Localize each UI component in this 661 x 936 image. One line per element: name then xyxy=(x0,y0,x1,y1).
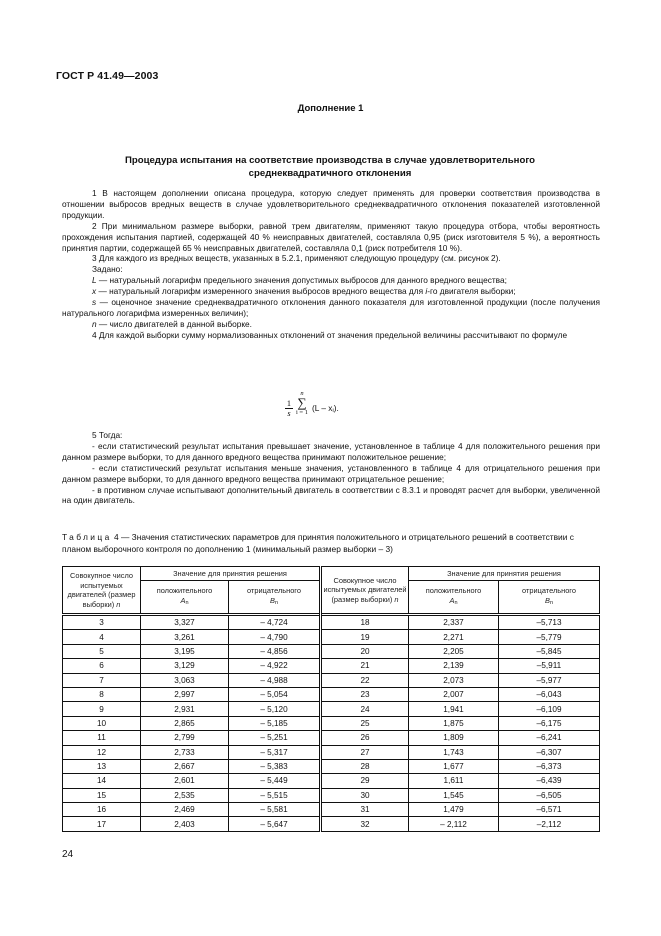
table-cell: – 2,112 xyxy=(409,817,499,831)
table-row xyxy=(63,774,600,788)
table-caption-text: — Значения статистических параметров для принятия положительного и отрицательного решений в соответствии с планом выборочного контроля по дополнению 1 (минимальный размер выборки – 3) xyxy=(62,532,574,554)
table-caption xyxy=(62,532,602,555)
table-cell: – 4,922 xyxy=(229,659,321,673)
table-cell: 30 xyxy=(321,788,409,802)
page-number: 24 xyxy=(62,849,74,860)
section-title-line-2: среднеквадратичного отклонения xyxy=(248,168,412,179)
table-body xyxy=(63,615,600,832)
table-cell: 3,129 xyxy=(141,659,229,673)
table-cell: 15 xyxy=(63,788,141,802)
table-cell: – 5,449 xyxy=(229,774,321,788)
table-cell: 22 xyxy=(321,673,409,687)
table-cell: 12 xyxy=(63,745,141,759)
paragraph-2: 2 При минимальном размере выборки, равной трем двигателям, применяют такую процедура отбора, чтобы вероятность прохождения испытания партией, содержащей 40 % неисправных двигателей, составляла 0,95 (риск изготовителя 5 %), а вероятность принятия партии, содержащей 65 % неисправных двигателей, составляла 0,1 (риск потребителя 10 %). xyxy=(62,220,600,253)
table-cell: 1,479 xyxy=(409,803,499,817)
table-cell: 2,931 xyxy=(141,702,229,716)
table-row xyxy=(63,644,600,658)
header-positive-symbol: A xyxy=(180,595,186,605)
table-cell: 25 xyxy=(321,716,409,730)
table-cell: 3 xyxy=(63,615,141,630)
table-row xyxy=(63,803,600,817)
table-cell: 8 xyxy=(63,687,141,701)
table-row xyxy=(63,702,600,716)
paragraph-4: 4 Для каждой выборки сумму нормализованных отклонений от значения предельной величины рассчитывают по формуле xyxy=(92,329,568,340)
header-positive-text: положительного xyxy=(156,586,213,595)
section-title xyxy=(62,154,598,180)
section-title-line-1: Процедура испытания на соответствие производства в случае удовлетворительного xyxy=(124,155,536,166)
symbol-i: i xyxy=(425,286,428,297)
table-cell: 26 xyxy=(321,731,409,745)
symbol-n: n xyxy=(92,318,97,329)
header-positive-2-subscript: n xyxy=(454,599,458,606)
table-cell: 4 xyxy=(63,630,141,644)
header-sample-size-2-text: Совокупное число испытуемых двигателей (размер выборки) xyxy=(323,575,407,604)
document-code: ГОСТ Р 41.49—2003 xyxy=(56,70,159,82)
table-cell: 2,997 xyxy=(141,687,229,701)
symbol-L: L xyxy=(92,275,97,286)
table-row xyxy=(63,716,600,730)
definition-n-text: — число двигателей в данной выборке. xyxy=(96,318,252,329)
table-cell: 24 xyxy=(321,702,409,716)
table-cell: –5,911 xyxy=(499,659,600,673)
header-decision-group: Значение для принятия решения xyxy=(141,567,321,581)
table-cell: –6,307 xyxy=(499,745,600,759)
table-cell: – 4,790 xyxy=(229,630,321,644)
table-cell: 6 xyxy=(63,659,141,673)
definition-s xyxy=(62,297,600,319)
table-cell: – 5,647 xyxy=(229,817,321,831)
table-4 xyxy=(62,566,600,832)
table-cell: 1,545 xyxy=(409,788,499,802)
header-negative-2-symbol: B xyxy=(545,595,550,605)
table-cell: – 5,054 xyxy=(229,687,321,701)
table-cell: 3,195 xyxy=(141,644,229,658)
table-cell: 27 xyxy=(321,745,409,759)
paragraph-5: 5 Тогда: xyxy=(92,430,123,440)
rule-negative: - если статистический результат испытания меньше значения, установленного в таблице 4 для отрицательного решения при данном размере выборки, то для данного вредного вещества принимают отрицательное решение; xyxy=(62,462,600,484)
table-cell: 2,073 xyxy=(409,673,499,687)
table-row xyxy=(63,745,600,759)
table-row xyxy=(63,788,600,802)
table-cell: 1,743 xyxy=(409,745,499,759)
table-cell: –6,109 xyxy=(499,702,600,716)
table-cell: 1,809 xyxy=(409,731,499,745)
table-cell: –6,043 xyxy=(499,687,600,701)
sum-lower-limit: i = 1 xyxy=(296,409,308,416)
table-cell: 19 xyxy=(321,630,409,644)
definition-x-text-b: -го двигателя выборки; xyxy=(427,286,516,297)
table-cell: 16 xyxy=(63,803,141,817)
table-cell: 2,667 xyxy=(141,759,229,773)
table-caption-label: Таблица xyxy=(62,532,112,542)
header-positive-2 xyxy=(409,581,499,615)
table-row xyxy=(63,759,600,773)
summation-formula xyxy=(0,390,661,426)
table-cell: 2,271 xyxy=(409,630,499,644)
expr-open: (L – x xyxy=(312,403,333,413)
body-text xyxy=(62,188,600,341)
table-cell: 29 xyxy=(321,774,409,788)
definition-L-text: — натуральный логарифм предельного значения допустимых выбросов для данного вредного вещества; xyxy=(96,275,507,286)
fraction-numerator: 1 xyxy=(286,399,292,408)
table-cell: 5 xyxy=(63,644,141,658)
header-positive-subscript: n xyxy=(185,599,189,606)
table-row xyxy=(63,630,600,644)
table-cell: 2,205 xyxy=(409,644,499,658)
table-cell: 2,139 xyxy=(409,659,499,673)
expr-close: ). xyxy=(333,403,339,413)
table-cell: – 5,317 xyxy=(229,745,321,759)
table-cell: 28 xyxy=(321,759,409,773)
sum-symbol: ∑ xyxy=(297,395,307,410)
header-positive-2-symbol: A xyxy=(449,595,455,605)
table-cell: 2,337 xyxy=(409,615,499,630)
table-cell: 3,261 xyxy=(141,630,229,644)
header-sample-size-symbol: n xyxy=(116,599,121,609)
table-cell: –5,713 xyxy=(499,615,600,630)
header-negative-2 xyxy=(499,581,600,615)
table-cell: 11 xyxy=(63,731,141,745)
table-cell: 1,677 xyxy=(409,759,499,773)
table-cell: 2,007 xyxy=(409,687,499,701)
table-cell: 17 xyxy=(63,817,141,831)
header-negative-2-subscript: n xyxy=(549,599,553,606)
sigma-icon xyxy=(295,390,309,416)
header-positive xyxy=(141,581,229,615)
paragraph-3: 3 Для каждого из вредных веществ, указанных в 5.2.1, применяют следующую процедуру (см. рисунок 2). xyxy=(92,253,501,264)
table-cell: –6,241 xyxy=(499,731,600,745)
definition-n xyxy=(62,319,600,330)
table-cell: –6,505 xyxy=(499,788,600,802)
table-cell: 2,799 xyxy=(141,731,229,745)
fraction-denominator: s xyxy=(287,409,291,418)
table-row xyxy=(63,615,600,630)
table-cell: 2,535 xyxy=(141,788,229,802)
table-cell: 23 xyxy=(321,687,409,701)
table-cell: – 5,251 xyxy=(229,731,321,745)
symbol-x: x xyxy=(92,286,97,297)
table-row xyxy=(63,687,600,701)
table-cell: –2,112 xyxy=(499,817,600,831)
table-cell: –6,439 xyxy=(499,774,600,788)
table-row xyxy=(63,817,600,831)
expr-subscript: i xyxy=(332,408,334,414)
table-cell: 1,875 xyxy=(409,716,499,730)
annex-heading: Дополнение 1 xyxy=(297,103,364,114)
table-cell: 2,403 xyxy=(141,817,229,831)
definition-L xyxy=(62,275,600,286)
table-cell: – 5,185 xyxy=(229,716,321,730)
given-label: Задано: xyxy=(92,264,123,275)
table-cell: 2,601 xyxy=(141,774,229,788)
table-cell: – 4,724 xyxy=(229,615,321,630)
definition-s-text: — оценочное значение среднеквадратичного отклонения данного показателя для изготовленной продукции (после получения натурального логарифма измеренных величин); xyxy=(62,297,600,318)
table-cell: 13 xyxy=(63,759,141,773)
table-cell: 20 xyxy=(321,644,409,658)
definition-x-text-a: — натуральный логарифм измеренного значения выбросов вредного вещества для xyxy=(96,286,426,297)
table-cell: –5,779 xyxy=(499,630,600,644)
header-sample-size-text: Совокупное число испытуемых двигателей (размер выборки) xyxy=(67,571,136,609)
table-cell: 2,469 xyxy=(141,803,229,817)
header-sample-size-2-symbol: n xyxy=(394,594,399,604)
rule-positive: - если статистический результат испытания превышает значение, установленное в таблице 4 для положительного решения при данном размере выборки, то для данного вредного вещества принимают положительное решение; xyxy=(62,440,600,462)
header-negative-text: отрицательного xyxy=(247,586,301,595)
header-decision-group-2: Значение для принятия решения xyxy=(409,567,600,581)
decision-rules xyxy=(62,430,600,506)
formula-expression xyxy=(312,403,339,414)
header-negative-subscript: n xyxy=(274,599,278,606)
table-cell: – 5,383 xyxy=(229,759,321,773)
table-cell: 18 xyxy=(321,615,409,630)
table-cell: –5,845 xyxy=(499,644,600,658)
table-row xyxy=(63,673,600,687)
table-cell: –6,571 xyxy=(499,803,600,817)
table-cell: 1,941 xyxy=(409,702,499,716)
table-cell: – 4,856 xyxy=(229,644,321,658)
table-cell: –5,977 xyxy=(499,673,600,687)
table-cell: 32 xyxy=(321,817,409,831)
table-cell: 9 xyxy=(63,702,141,716)
header-sample-size xyxy=(63,567,141,615)
table-cell: 1,611 xyxy=(409,774,499,788)
table-cell: 7 xyxy=(63,673,141,687)
table-row xyxy=(63,659,600,673)
table-cell: – 5,120 xyxy=(229,702,321,716)
table-caption-number: 4 xyxy=(111,532,119,542)
header-sample-size-2 xyxy=(321,567,409,615)
table-cell: – 4,988 xyxy=(229,673,321,687)
header-negative-symbol: B xyxy=(270,595,275,605)
paragraph-1: 1 В настоящем дополнении описана процедура, которую следует применять для проверки соответствия производства в отношении выбросов вредных веществ в случае удовлетворительного среднеквадратичного отклонения показателей изготовленной продукции. xyxy=(62,188,600,220)
table-row xyxy=(63,731,600,745)
header-positive-2-text: положительного xyxy=(425,586,482,595)
table-cell: – 5,581 xyxy=(229,803,321,817)
table-cell: 3,063 xyxy=(141,673,229,687)
table-cell: 31 xyxy=(321,803,409,817)
table-cell: 2,865 xyxy=(141,716,229,730)
table-cell: 3,327 xyxy=(141,615,229,630)
header-negative xyxy=(229,581,321,615)
table-cell: – 5,515 xyxy=(229,788,321,802)
table-cell: –6,373 xyxy=(499,759,600,773)
rule-otherwise: - в противном случае испытывают дополнительный двигатель в соответствии с 8.3.1 и проводят расчет для выборки, увеличенной на один двигатель. xyxy=(62,484,600,506)
table-cell: –6,175 xyxy=(499,716,600,730)
table-cell: 2,733 xyxy=(141,745,229,759)
definition-x xyxy=(62,286,600,297)
table-cell: 14 xyxy=(63,774,141,788)
fraction xyxy=(285,399,293,418)
header-negative-2-text: отрицательного xyxy=(522,586,576,595)
sum-upper-limit: n xyxy=(300,390,304,397)
table-cell: 10 xyxy=(63,716,141,730)
symbol-s: s xyxy=(92,297,97,308)
table-cell: 21 xyxy=(321,659,409,673)
